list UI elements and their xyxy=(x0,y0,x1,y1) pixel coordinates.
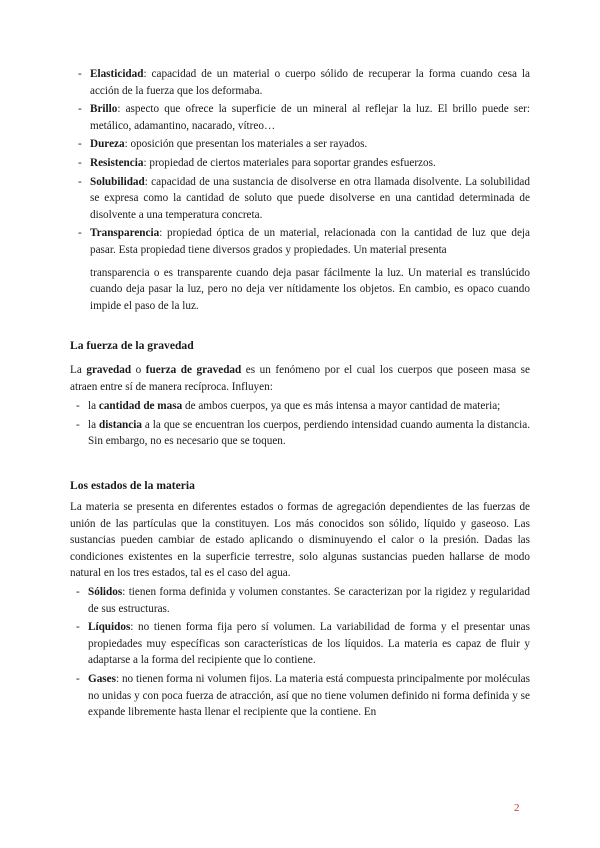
states-list xyxy=(76,584,530,723)
list-item-brillo: - Brillo: aspecto que ofrece la superficie de un mineral al reflejar la luz. El brillo puede ser: metálico, adamantino, nacarado, vítreo… xyxy=(78,103,530,132)
page-number: 2 xyxy=(514,802,520,814)
list-item-resistencia: - Resistencia: propiedad de ciertos materiales para soportar grandes esfuerzos. xyxy=(78,156,436,169)
list-item-masa: - la cantidad de masa de ambos cuerpos, ya que es más intensa a mayor cantidad de materia; xyxy=(76,400,501,412)
list-item-solidos: - Sólidos: tienen forma definida y volumen constantes. Se caracterizan por la rigidez y regularidad de sus estructuras. xyxy=(76,586,530,615)
list-item-liquidos: - Líquidos: no tienen forma fija pero sí volumen. La variabilidad de forma y el presentar unas propiedades muy específicas son características de los líquidos. La materia es capaz de fluir y adaptarse a la forma del recipiente que lo contiene. xyxy=(76,621,530,667)
list-item-elasticidad: - Elasticidad: capacidad de un material o cuerpo sólido de recuperar la forma cuando cesa la acción de la fuerza que los deformaba. xyxy=(78,68,530,97)
term: Dureza xyxy=(90,138,125,151)
continuation-text: transparencia o es transparente cuando deja pasar fácilmente la luz. Un material es translúcido cuando deja pasar la luz, pero no deja ver nítidamente los objetos. En cambio, es opaco cuando impide el paso de la luz. xyxy=(90,266,530,312)
list-item-transparencia: - Transparencia: propiedad óptica de un material, relacionada con la cantidad de luz que deja pasar. Esta propiedad tiene diversos grados y propiedades. Un material presenta transparencia o es transparente cuando deja pasar fácilmente la luz. Un material es translúcido cuando deja pasar la luz, pero no deja ver nítidamente los objetos. En cambio, es opaco cuando impide el paso de la luz. xyxy=(78,225,530,314)
term: Transparencia xyxy=(90,227,160,240)
properties-list xyxy=(78,66,530,316)
term: Elasticidad xyxy=(90,68,144,80)
states-intro: La materia se presenta en diferentes estados o formas de agregación dependientes de las fuerzas de unión de las partículas que la constituyen. Los más conocidos son sólido, líquido y gaseoso. Las sustancias pueden cambiar de estado aplicando o disminuyendo el calor o la presión. Dadas las condiciones existentes en la superficie terrestre, solo algunas sustancias pueden hallarse de modo natural en los tres estados, tal es el caso del agua. xyxy=(70,501,530,580)
list-item-solubilidad: - Solubilidad: capacidad de una sustancia de disolverse en otra llamada disolvente. La solubilidad se expresa como la cantidad de soluto que puede disolverse en una cantidad determinada de disolvente a una temperatura concreta. xyxy=(78,175,530,221)
list-item-distancia: - la distancia a la que se encuentran los cuerpos, perdiendo intensidad cuando aumenta la distancia. Sin embargo, no es necesario que se toquen. xyxy=(76,418,531,448)
list-item-dureza: - Dureza: oposición que presentan los materiales a ser rayados. xyxy=(78,138,368,151)
list-item-gases: - Gases: no tienen forma ni volumen fijos. La materia está compuesta principalmente por moléculas no unidas y con poca fuerza de atracción, así que no tiene volumen definido ni forma definida y se expande libremente hasta llenar el recipiente que la contiene. En xyxy=(76,672,530,719)
term: Brillo xyxy=(90,103,118,116)
section-heading-gravedad: La fuerza de la gravedad xyxy=(70,339,194,352)
term: Solubilidad xyxy=(90,175,145,188)
section-heading-estados: Los estados de la materia xyxy=(70,479,195,492)
gravity-factors-list xyxy=(76,398,530,452)
gravity-intro: La gravedad o fuerza de gravedad es un fenómeno por el cual los cuerpos que poseen masa se atraen entre sí de manera recíproca. Influyen: xyxy=(70,364,530,393)
term: Resistencia xyxy=(90,156,144,169)
